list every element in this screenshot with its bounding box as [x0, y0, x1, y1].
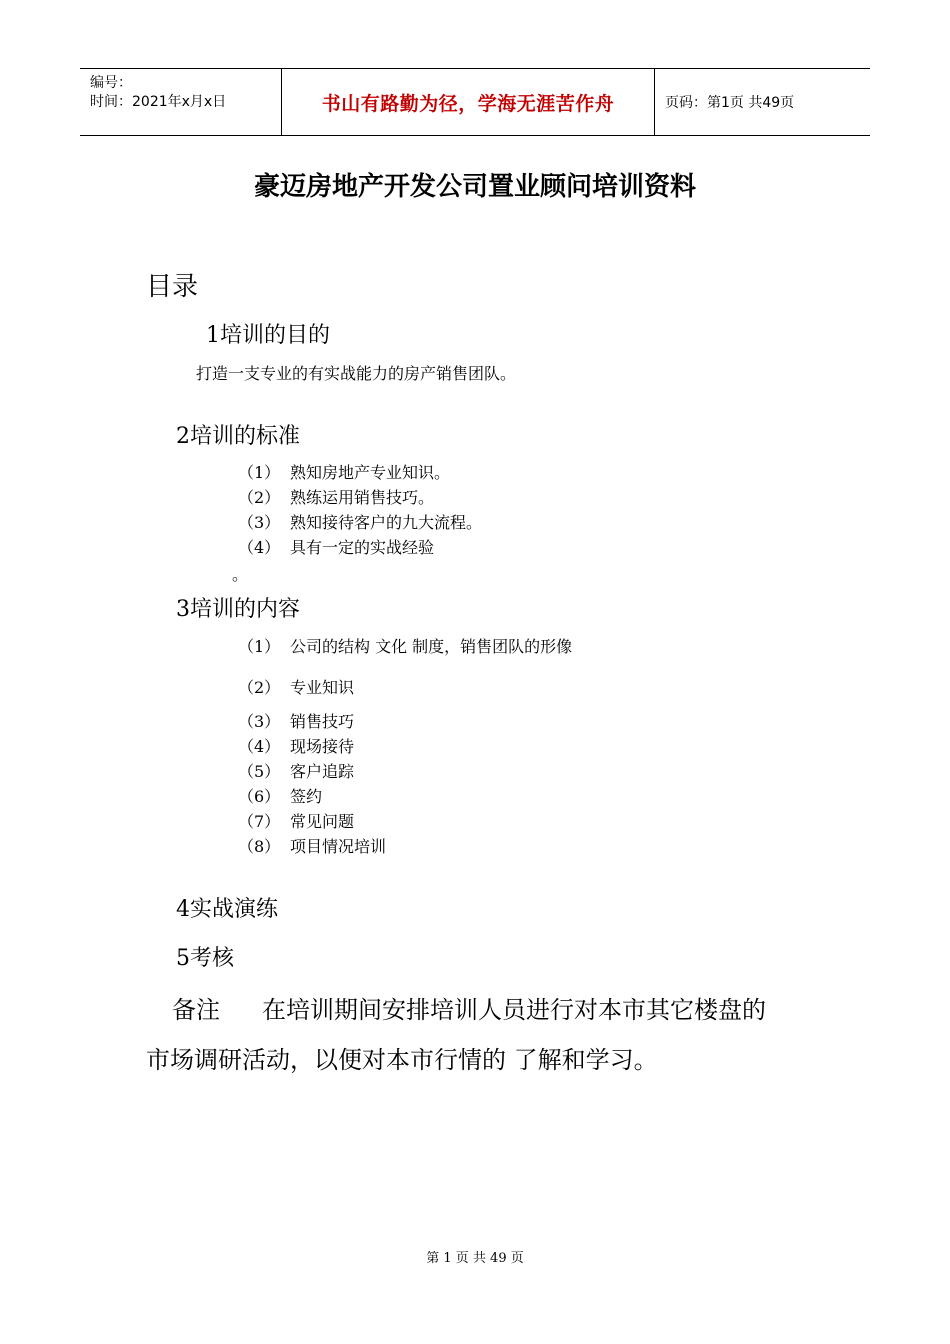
- header-page-cell: [655, 69, 870, 135]
- motto: 书山有路勤为径，学海无涯苦作舟: [321, 92, 615, 115]
- item-text: 客户追踪: [290, 762, 355, 781]
- item-number: （3）: [238, 513, 281, 532]
- item-text: 现场接待: [290, 737, 355, 756]
- item-number: （8）: [238, 837, 281, 856]
- document-title: 豪迈房地产开发公司置业顾问培训资料: [253, 172, 696, 202]
- list-item: [238, 784, 322, 807]
- list-item: [238, 734, 354, 757]
- item-number: （5）: [238, 762, 281, 781]
- note-line1: 在培训期间安排培训人员进行对本市其它楼盘的: [262, 996, 766, 1024]
- trailing-mark: 。: [232, 565, 249, 584]
- item-text: 公司的结构 文化 制度，销售团队的形像: [290, 637, 573, 656]
- number-label: 编号：: [90, 75, 132, 91]
- list-item: [238, 634, 572, 657]
- header-motto-cell: [282, 69, 655, 135]
- item-text: 专业知识: [290, 678, 355, 697]
- section1-heading: 1培训的目的: [206, 323, 330, 348]
- list-item: [238, 675, 354, 698]
- page-footer: 第 1 页 共 49 页: [426, 1251, 524, 1266]
- item-number: （1）: [238, 637, 281, 656]
- item-text: 熟知接待客户的九大流程。: [290, 513, 483, 532]
- time-label: 时间：2021年x月x日: [90, 94, 227, 110]
- item-text: 常见问题: [290, 812, 355, 831]
- list-item: [238, 485, 434, 508]
- note-line2: 市场调研活动，以便对本市行情的 了解和学习。: [146, 1046, 658, 1074]
- item-text: 具有一定的实战经验: [290, 538, 435, 557]
- item-text: 熟练运用销售技巧。: [290, 488, 435, 507]
- item-number: （3）: [238, 712, 281, 731]
- list-item: [238, 510, 482, 533]
- item-number: （2）: [238, 488, 281, 507]
- list-item: [238, 809, 354, 832]
- page-info: 页码：第1页 共49页: [665, 95, 795, 111]
- note-label: 备注: [172, 996, 220, 1024]
- list-item: [238, 759, 354, 782]
- section5-heading: 5考核: [176, 946, 234, 971]
- list-item: [238, 834, 386, 857]
- list-item: [238, 460, 450, 483]
- list-item: [238, 709, 354, 732]
- page-header: [80, 68, 870, 136]
- item-text: 熟知房地产专业知识。: [290, 463, 451, 482]
- list-item: [238, 535, 434, 558]
- item-number: （2）: [238, 678, 281, 697]
- item-text: 项目情况培训: [290, 837, 387, 856]
- section4-heading: 4实战演练: [176, 897, 278, 922]
- header-meta: [80, 69, 282, 135]
- toc-title: 目录: [146, 272, 199, 302]
- item-text: 销售技巧: [290, 712, 355, 731]
- item-number: （6）: [238, 787, 281, 806]
- item-number: （1）: [238, 463, 281, 482]
- item-text: 签约: [290, 787, 323, 806]
- section3-heading: 3培训的内容: [176, 597, 300, 622]
- item-number: （4）: [238, 737, 281, 756]
- item-number: （7）: [238, 812, 281, 831]
- item-number: （4）: [238, 538, 281, 557]
- section1-text: 打造一支专业的有实战能力的房产销售团队。: [196, 364, 517, 383]
- section2-heading: 2培训的标准: [176, 424, 300, 449]
